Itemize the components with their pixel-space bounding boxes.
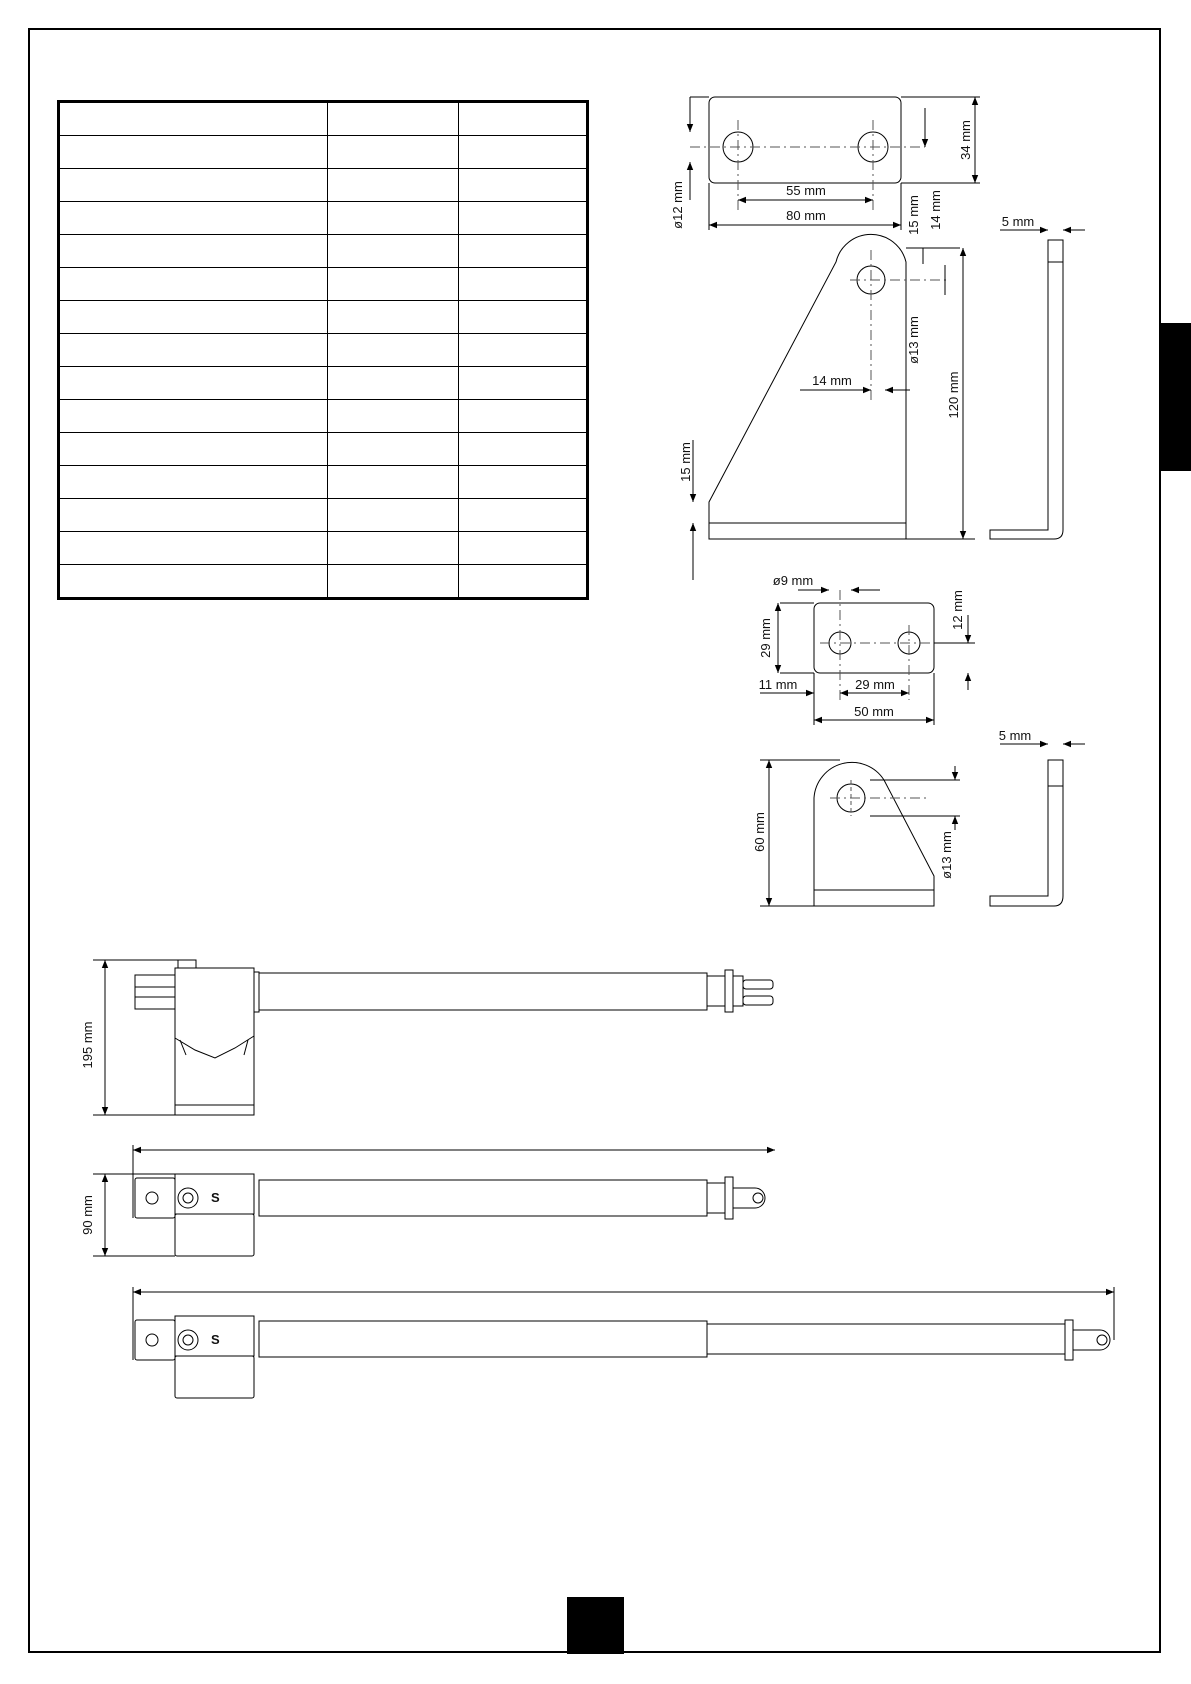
bracket-large-side-view [990,230,1085,539]
actuator-top-badge: S [211,1190,220,1205]
actuator-extended-badge: S [211,1332,220,1347]
bracket-small-edge-offset-label: 11 mm [758,677,798,692]
bracket-small-front-view [760,760,960,906]
bracket-top-offset-a-label: 15 mm [906,195,921,235]
actuator-side-height-label: 195 mm [80,1021,95,1069]
actuator-top-view-retracted [93,1145,775,1256]
bracket-large-height-label: 120 mm [946,371,961,419]
actuator-top-view-extended [133,1287,1114,1398]
bracket-top-height-label: 34 mm [958,120,973,160]
actuator-top-height-label: 90 mm [80,1195,95,1235]
bracket-top-width-label: 80 mm [786,208,826,223]
bracket-small-height-label: 60 mm [752,812,767,852]
bracket-top-hole-spacing-label: 55 mm [786,183,826,198]
bracket-small-side-view [990,744,1085,906]
actuator-side-view [93,960,773,1115]
bracket-top-offset-b-label: 14 mm [928,190,943,230]
bracket-large-thickness-label: 5 mm [1001,214,1035,229]
bracket-small-front-hole-diameter-label: ø13 mm [939,831,954,879]
bracket-top-hole-diameter-label: ø12 mm [670,181,685,229]
bracket-small-plate-width-label: 50 mm [854,704,894,719]
bracket-large-base-height-label: 15 mm [678,442,693,482]
bracket-small-thickness-label: 5 mm [998,728,1032,743]
bracket-large-hole-diameter-label: ø13 mm [906,316,921,364]
bracket-small-hole-offset-label: 12 mm [950,590,965,630]
bracket-large-hole-inset-label: 14 mm [812,373,852,388]
bracket-small-plate-height-label: 29 mm [758,618,773,658]
bracket-small-hole-spacing-label: 29 mm [855,677,895,692]
bracket-small-hole-diameter-label: ø9 mm [772,573,814,588]
bracket-large-front-view [693,234,975,580]
